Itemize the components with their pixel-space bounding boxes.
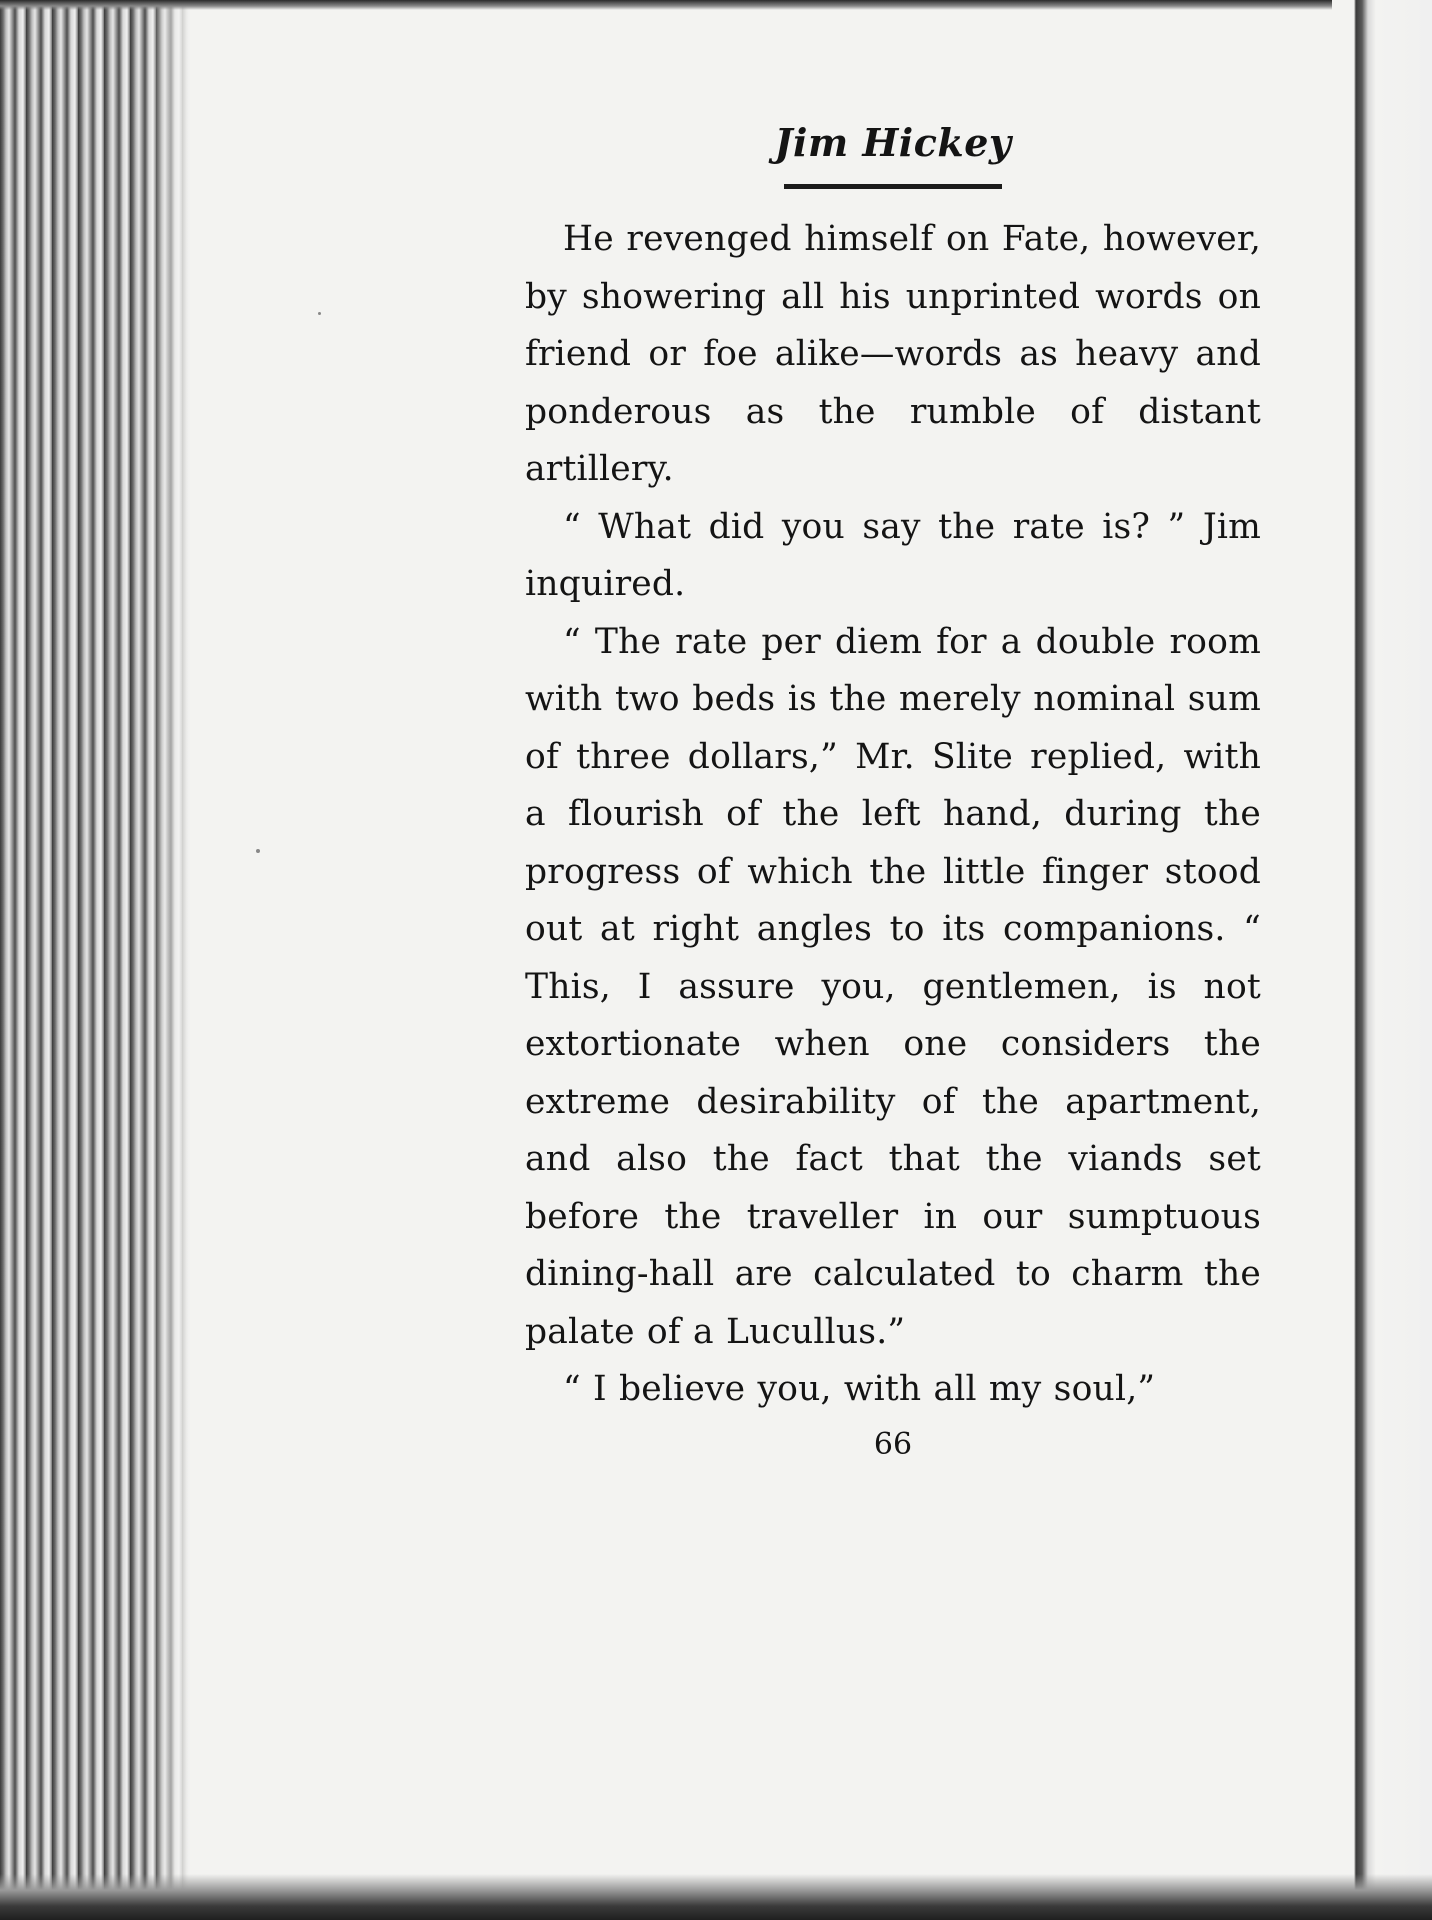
page-content (525, 118, 1261, 1465)
paragraph: “ What did you say the rate is? ” Jim inquired. (525, 506, 1261, 604)
paper-speck (256, 849, 260, 853)
book-cover-top-edge (0, 0, 1432, 10)
page-number: 66 (873, 1426, 913, 1462)
body-text (525, 211, 1261, 1419)
paper-speck (318, 312, 321, 315)
paragraph: “ I believe you, with all my soul,” (563, 1369, 1156, 1409)
book-cover-bottom-edge (0, 1874, 1432, 1920)
running-head: Jim Hickey (774, 120, 1012, 165)
book-page-edges (0, 0, 190, 1920)
header-rule (784, 184, 1002, 189)
paragraph: “ The rate per diem for a double room with two beds is the merely nominal sum of three dollars,” Mr. Slite replied, with a flourish of the left hand, during the progress of which the little finger stood out at right angles to its companions. “ This, I assure you, gentlemen, is not extortionate when one considers the extreme desirability of the apartment, and also the fact that the viands set before the traveller in our sumptuous dining-hall are calculated to charm the palate of a Lucullus.” (525, 621, 1261, 1352)
paragraph: He revenged himself on Fate, however, by showering all his unprinted words on friend or foe alike—words as heavy and ponderous as the rumble of distant artillery. (525, 219, 1261, 489)
book-right-edge (1332, 0, 1432, 1920)
